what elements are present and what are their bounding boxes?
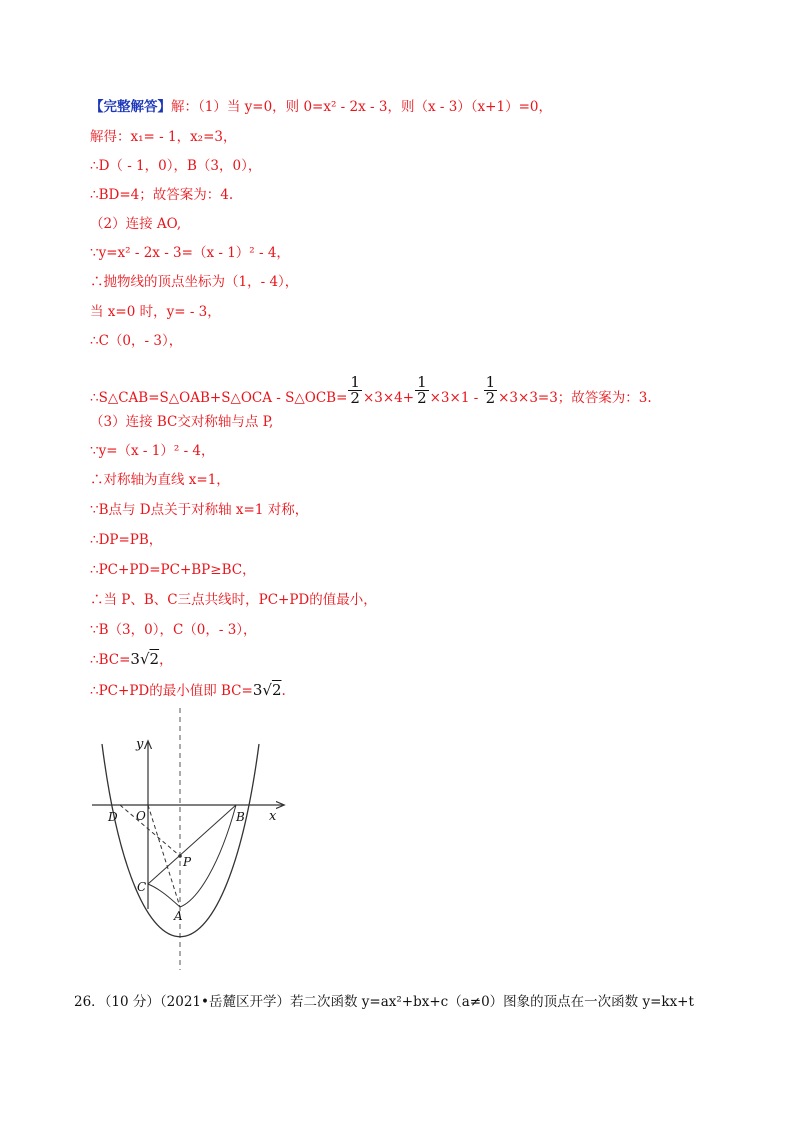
label-b: B — [236, 810, 245, 824]
solution-heading: 【完整解答】 — [90, 99, 171, 115]
solution-line-20 — [90, 681, 286, 700]
sqrt-radicand: 2 — [149, 650, 160, 668]
min-value-text: ∴PC+PD的最小值即 BC= — [90, 683, 253, 699]
sqrt-expression: 3√2 — [130, 650, 160, 668]
sqrt-coefficient: 3 — [252, 681, 263, 699]
label-c: C — [137, 880, 147, 894]
label-x: x — [269, 809, 277, 824]
solution-line-18: ∵B（3，0），C（0，- 3）， — [90, 622, 257, 638]
solution-line-19 — [90, 650, 173, 669]
solution-line-12: ∵y=（x - 1）² - 4， — [90, 443, 215, 459]
solution-line-7: ∴抛物线的顶点坐标为（1，- 4）， — [90, 274, 299, 290]
area-term-3: ×3×3=3；故答案为：3. — [498, 390, 652, 406]
bc-label: ∴BC= — [90, 652, 131, 668]
fraction-denominator: 2 — [350, 389, 360, 407]
fraction-numerator: 1 — [417, 373, 427, 391]
solution-line-10 — [90, 373, 652, 414]
solution-line-11: （3）连接 BC交对称轴与点 P, — [90, 414, 274, 430]
label-a: A — [174, 909, 183, 923]
segment-ao — [148, 805, 180, 907]
solution-line-1: 解：（1）当 y=0，则 0=x² - 2x - 3，则（x - 3）（x+1）=0， — [171, 99, 552, 115]
sqrt-radicand: 2 — [271, 681, 282, 699]
sqrt-coefficient: 3 — [130, 650, 140, 668]
solution-line-4: ∴BD=4；故答案为：4. — [90, 187, 234, 203]
sqrt-expression: 3√2 — [252, 681, 282, 699]
label-y: y — [136, 737, 144, 752]
solution-line-13: ∴对称轴为直线 x=1， — [90, 472, 230, 488]
solution-line-14: ∵B点与 D点关于对称轴 x=1 对称， — [90, 502, 309, 518]
solution-heading-line — [90, 98, 552, 116]
fraction-numerator: 1 — [350, 373, 360, 391]
solution-line-17: ∴当 P、B、C三点共线时，PC+PD的值最小， — [90, 592, 377, 608]
bc-suffix: ， — [159, 652, 173, 668]
fraction-numerator: 1 — [485, 373, 496, 391]
segment-ca-curve — [148, 884, 180, 907]
solution-line-6: ∵y=x² - 2x - 3=（x - 1）² - 4， — [90, 245, 290, 261]
min-value-suffix: . — [281, 683, 286, 699]
label-p: P — [183, 855, 192, 869]
fraction-denominator: 2 — [417, 389, 427, 407]
label-d: D — [108, 810, 118, 824]
area-formula: ∴S△CAB=S△OAB+S△OCA - S△OCB= — [90, 390, 348, 406]
fraction-2 — [415, 375, 429, 406]
solution-line-3: ∴D（ - 1，0），B（3，0）， — [90, 158, 262, 174]
fraction-1 — [348, 375, 362, 406]
parabola-figure — [80, 704, 300, 976]
fraction-denominator: 2 — [485, 389, 496, 407]
fraction-3 — [484, 375, 498, 406]
solution-line-8: 当 x=0 时，y= - 3， — [90, 304, 221, 320]
area-term-1: ×3×4+ — [362, 390, 415, 406]
solution-line-2: 解得：x₁= - 1，x₂=3， — [90, 129, 237, 145]
label-o: O — [136, 809, 146, 823]
solution-line-9: ∴C（0，- 3）， — [90, 333, 183, 349]
area-term-2: ×3×1 - — [429, 390, 483, 406]
solution-line-5: （2）连接 AO, — [90, 216, 182, 232]
point-p — [178, 854, 182, 858]
next-question: 26．（10 分）（2021•岳麓区开学）若二次函数 y=ax²+bx+c（a≠0）图象的顶点在一次函数 y=kx+t — [74, 994, 694, 1010]
solution-line-15: ∴DP=PB， — [90, 532, 163, 548]
solution-line-16: ∴PC+PD=PC+BP≥BC， — [90, 562, 256, 578]
